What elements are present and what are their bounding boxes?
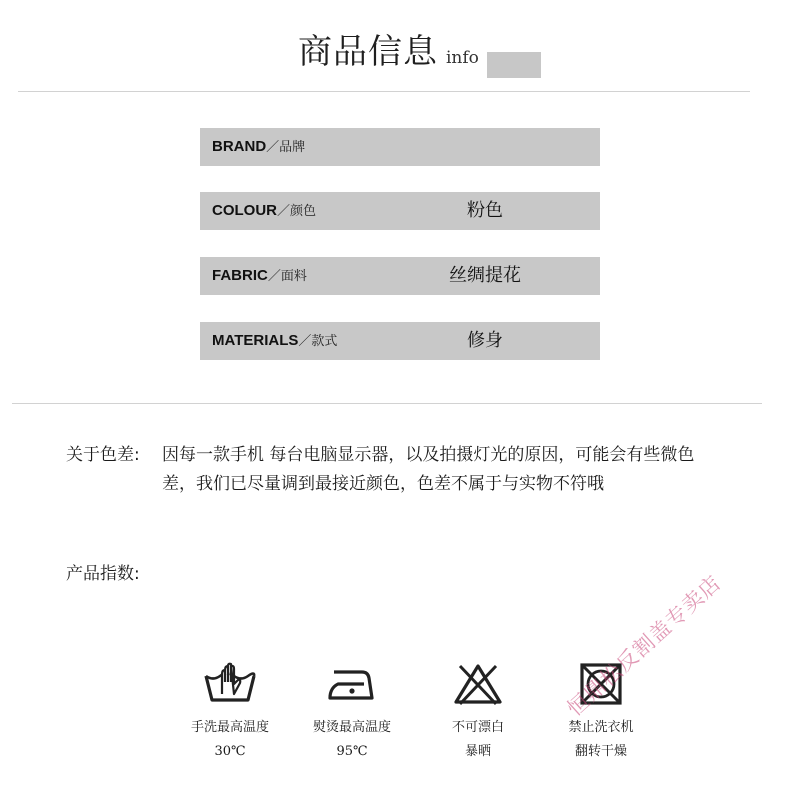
spec-row-brand <box>200 128 600 166</box>
spec-label <box>212 257 307 296</box>
iron-icon <box>322 660 382 708</box>
care-value: 翻转干燥 <box>574 744 627 759</box>
spec-label-en: MATERIALS <box>212 332 299 349</box>
care-label: 禁止洗衣机 <box>568 720 634 735</box>
watermark: 恒鼎松反割盖专卖店 <box>562 570 726 721</box>
page-subtitle: info <box>446 48 479 68</box>
spec-row-colour <box>200 192 600 230</box>
care-value: 30℃ <box>214 744 246 759</box>
spec-row-materials <box>200 322 600 360</box>
care-label: 手洗最高温度 <box>190 720 269 735</box>
care-item-no-bleach <box>418 660 538 764</box>
spec-label <box>212 128 305 167</box>
spec-label <box>212 192 316 231</box>
spec-label-en: COLOUR <box>212 202 277 219</box>
hand-wash-icon <box>200 660 260 708</box>
note-label: 关于色差: <box>66 445 140 465</box>
product-index-label: 产品指数: <box>66 564 140 584</box>
spec-label-zh: ／颜色 <box>277 204 317 219</box>
spec-label-en: FABRIC <box>212 267 268 284</box>
care-label: 不可漂白 <box>451 720 504 735</box>
redaction-block <box>487 52 541 78</box>
page-title: 商品信息 <box>298 32 438 72</box>
divider-top <box>18 91 750 92</box>
spec-label-zh: ／品牌 <box>266 140 306 155</box>
spec-row-fabric <box>200 257 600 295</box>
spec-label-en: BRAND <box>212 138 267 155</box>
spec-value: 修身 <box>467 330 503 351</box>
divider-middle <box>12 403 762 404</box>
care-item-hand-wash <box>170 660 290 764</box>
note-body: 因每一款手机 每台电脑显示器，以及拍摄灯光的原因，可能会有些微色差，我们已尽量调到最接近颜色，色差不属于与实物不符哦 <box>162 445 695 494</box>
care-value: 暴晒 <box>464 744 491 759</box>
spec-value: 粉色 <box>467 200 503 221</box>
spec-label-zh: ／面料 <box>267 269 307 284</box>
care-value: 95℃ <box>336 744 368 759</box>
spec-label-zh: ／款式 <box>298 334 338 349</box>
spec-value: 丝绸提花 <box>449 265 521 286</box>
no-bleach-icon <box>448 660 508 708</box>
care-item-iron <box>292 660 412 764</box>
spec-label <box>212 322 337 361</box>
care-label: 熨烫最高温度 <box>312 720 391 735</box>
section-header <box>0 28 790 78</box>
